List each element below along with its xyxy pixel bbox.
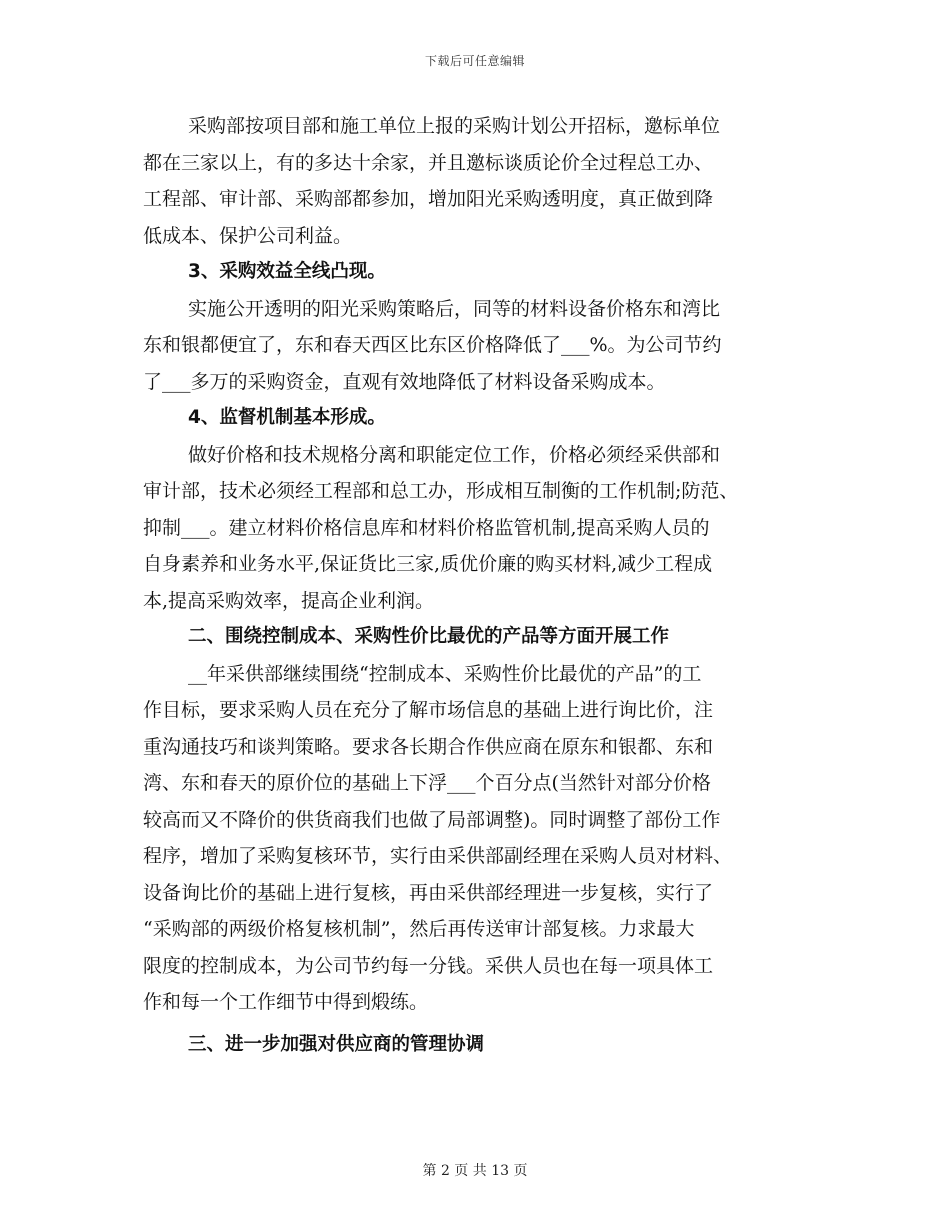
paragraph-procurement-benefits — [143, 291, 803, 401]
text-line: 限度的控制成本，为公司节约每一分钱。采供人员也在每一项具体工 — [143, 954, 714, 977]
text-line: 都在三家以上，有的多达十余家，并且邀标谈质论价全过程总工办、 — [143, 151, 714, 174]
text-line: 作目标，要求采购人员在充分了解市场信息的基础上进行询比价，注 — [143, 699, 714, 721]
text-line: 采购部按项目部和施工单位上报的采购计划公开招标，邀标单位 — [188, 115, 721, 137]
text-line: 作和每一个工作细节中得到煅练。 — [143, 991, 429, 1013]
text-line: 设备询比价的基础上进行复核，再由采供部经理进一步复核，实行了 — [143, 881, 714, 904]
page-number-footer: 第 2 页 共 13 页 — [422, 1163, 528, 1179]
paragraph-supervision-mechanism — [143, 437, 803, 620]
text-line: 东和银都便宜了，东和春天西区比东区价格降低了___%。为公司节约 — [143, 334, 722, 356]
section-heading-two: 二、围绕控制成本、采购性价比最优的产品等方面开展工作 — [188, 626, 670, 647]
section-heading-three: 三、进一步加强对供应商的管理协调 — [188, 1033, 485, 1055]
text-line: 自身素养和业务水平,保证货比三家,质优价廉的购买材料,减少工程成 — [143, 553, 713, 575]
text-line: 湾、东和春天的原价位的基础上下浮___个百分点(当然针对部分价格 — [143, 772, 711, 794]
paragraph-cost-control — [143, 656, 803, 1021]
section-heading-3: 3、采购效益全线凸现。 — [188, 261, 386, 282]
text-line: 低成本、保护公司利益。 — [143, 224, 353, 247]
text-line: 本,提高采购效率，提高企业利润。 — [143, 589, 435, 612]
document-body — [143, 108, 803, 1063]
text-line: 工程部、审计部、采购部都参加，增加阳光采购透明度，真正做到降 — [143, 188, 714, 210]
text-line: 抑制___。建立材料价格信息库和材料价格监管机制,提高采购人员的 — [143, 516, 710, 539]
text-line: “采购部的两级价格复核机制”，然后再传送审计部复核。力求最大 — [143, 918, 695, 940]
text-line: __年采供部继续围绕“控制成本、采购性价比最优的产品”的工 — [188, 662, 702, 685]
text-line: 实施公开透明的阳光采购策略后，同等的材料设备价格东和湾比 — [188, 297, 721, 320]
text-line: 较高而又不降价的供货商我们也做了局部调整)。同时调整了部份工作 — [143, 808, 721, 831]
section-heading-4: 4、监督机制基本形成。 — [188, 407, 386, 428]
page-header: 下载后可任意编辑 — [424, 54, 525, 68]
text-line: 做好价格和技术规格分离和职能定位工作，价格必须经采供部和 — [188, 443, 721, 466]
text-line: 程序，增加了采购复核环节，实行由采供部副经理在采购人员对材料、 — [143, 845, 733, 867]
text-line: 重沟通技巧和谈判策略。要求各长期合作供应商在原东和银都、东和 — [143, 735, 714, 758]
paragraph-procurement-bidding — [143, 108, 803, 254]
text-line: 审计部，技术必须经工程部和总工办，形成相互制衡的工作机制;防范、 — [143, 480, 739, 502]
text-line: 了___多万的采购资金，直观有效地降低了材料设备采购成本。 — [143, 370, 666, 393]
